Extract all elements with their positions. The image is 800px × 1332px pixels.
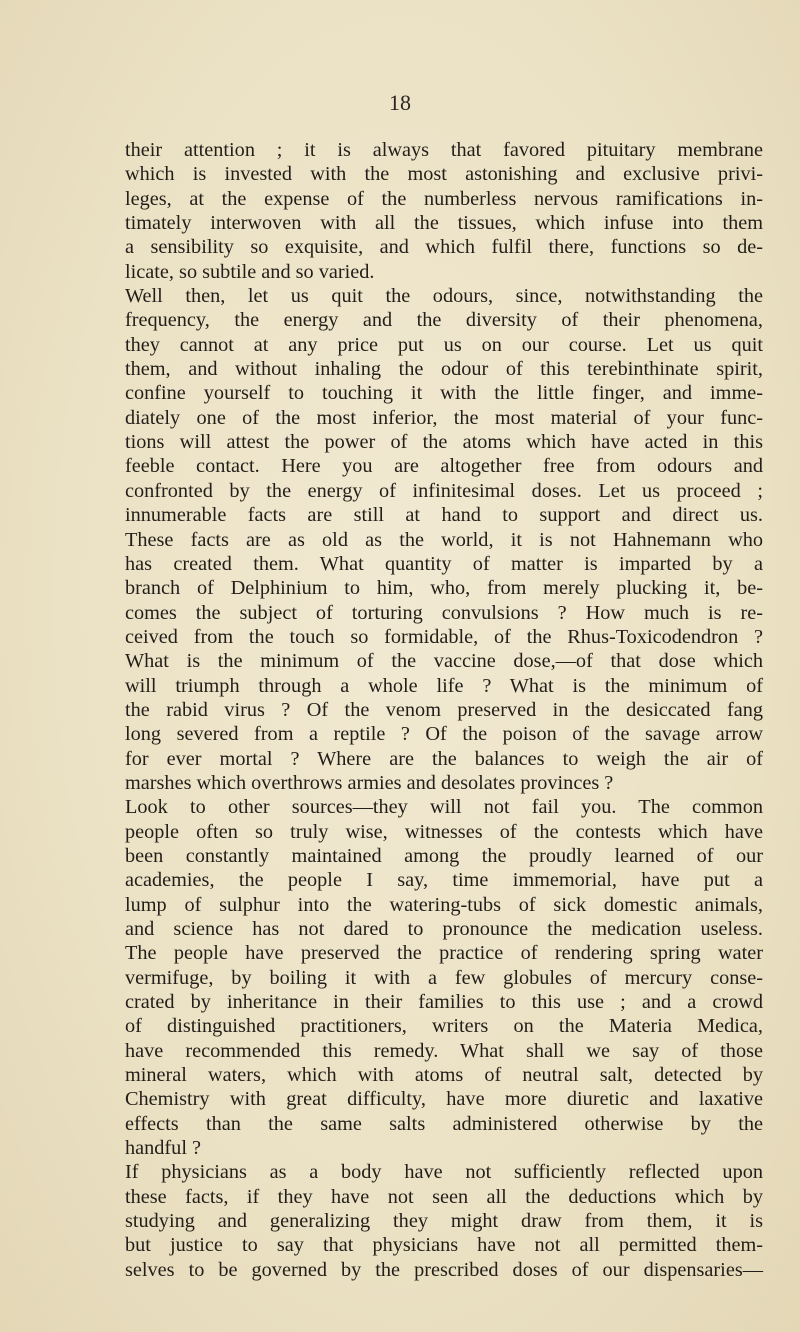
text-line: long severed from a reptile ? Of the poison of the savage arrow (125, 723, 763, 746)
text-line: diately one of the most inferior, the most material of your func- (125, 406, 763, 429)
text-line: selves to be governed by the prescribed doses of our dispensaries— (125, 1258, 763, 1281)
text-line: of distinguished practitioners, writers on the Materia Medica, (125, 1015, 763, 1038)
text-line: their attention ; it is always that favored pituitary membrane (125, 139, 763, 161)
text-line: crated by inheritance in their families to this use ; and a crowd (125, 991, 763, 1014)
text-line: these facts, if they have not seen all the deductions which by (125, 1185, 763, 1208)
text-line: innumerable facts are still at hand to support and direct us. (125, 504, 763, 527)
text-line: academies, the people I say, time immemorial, have put a (125, 869, 763, 892)
text-line: will triumph through a whole life ? What is the minimum of (125, 674, 763, 697)
text-line: have recommended this remedy. What shall we say of those (125, 1039, 763, 1062)
text-line: studying and generalizing they might draw from them, it is (125, 1210, 763, 1233)
text-line: timately interwoven with all the tissues, which infuse into them (125, 212, 763, 235)
text-line: for ever mortal ? Where are the balances to weigh the air of (125, 747, 763, 770)
text-line: them, and without inhaling the odour of this terebinthinate spirit, (125, 358, 763, 381)
text-line: marshes which overthrows armies and desolates provinces ? (125, 771, 614, 794)
text-line: Well then, let us quit the odours, since, notwithstanding the (125, 285, 763, 308)
text-line: Look to other sources—they will not fail you. The common (125, 796, 763, 819)
text-line: and science has not dared to pronounce the medication useless. (125, 918, 763, 940)
text-line: These facts are as old as the world, it is not Hahnemann who (125, 528, 763, 551)
text-line: licate, so subtile and so varied. (125, 260, 375, 283)
text-line: but justice to say that physicians have not all permitted them- (125, 1234, 763, 1257)
text-line: branch of Delphinium to him, who, from merely plucking it, be- (125, 577, 763, 600)
text-line: What is the minimum of the vaccine dose,—of that dose which (125, 650, 763, 673)
text-line: vermifuge, by boiling it with a few globules of mercury conse- (125, 966, 763, 989)
text-line: Chemistry with great difficulty, have more diuretic and laxative (125, 1088, 763, 1111)
text-line: leges, at the expense of the numberless nervous ramifications in- (125, 187, 763, 210)
text-line: If physicians as a body have not sufficiently reflected upon (125, 1161, 763, 1184)
text-line: mineral waters, which with atoms of neutral salt, detected by (125, 1064, 763, 1087)
page-number: 18 (389, 90, 411, 115)
text-line: they cannot at any price put us on our course. Let us quit (125, 333, 763, 356)
text-line: frequency, the energy and the diversity of their phenomena, (125, 309, 763, 332)
text-line: The people have preserved the practice of rendering spring water (125, 942, 763, 965)
text-line: effects than the same salts administered otherwise by the (125, 1112, 763, 1135)
text-line: tions will attest the power of the atoms which have acted in this (125, 431, 763, 454)
text-line: lump of sulphur into the watering-tubs of sick domestic animals, (125, 893, 763, 916)
text-line: which is invested with the most astonishing and exclusive privi- (125, 163, 763, 186)
text-line: feeble contact. Here you are altogether free from odours and (125, 455, 763, 478)
text-line: comes the subject of torturing convulsions ? How much is re- (125, 601, 763, 624)
text-line: ceived from the touch so formidable, of the Rhus-Toxicodendron ? (125, 625, 763, 648)
text-line: the rabid virus ? Of the venom preserved in the desiccated fang (125, 698, 763, 721)
text-line: handful ? (125, 1137, 202, 1160)
text-line: confine yourself to touching it with the little finger, and imme- (125, 382, 763, 405)
text-line: confronted by the energy of infinitesimal doses. Let us proceed ; (125, 479, 763, 502)
text-line: people often so truly wise, witnesses of the contests which have (125, 820, 763, 843)
body-text (125, 138, 763, 1282)
text-line: has created them. What quantity of matter is imparted by a (125, 552, 763, 575)
text-line: been constantly maintained among the proudly learned of our (125, 844, 763, 867)
text-line: a sensibility so exquisite, and which fulfil there, functions so de- (125, 236, 763, 259)
